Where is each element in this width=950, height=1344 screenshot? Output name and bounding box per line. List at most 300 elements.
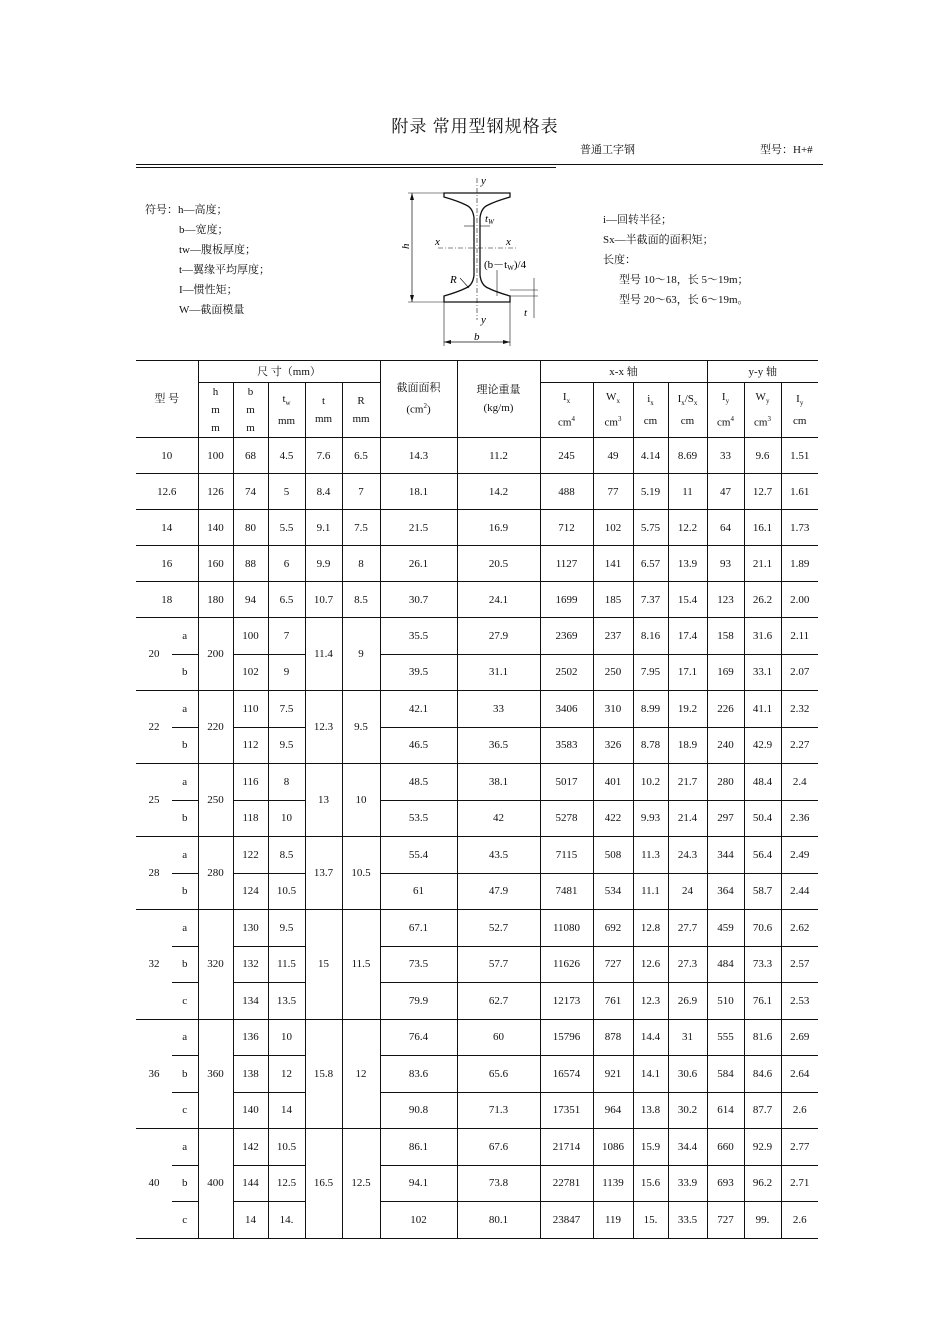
slope-formula-subscript: W [507,264,514,272]
symbol-legend-right [603,210,749,310]
cell-iy-radius: 1.73 [781,510,818,546]
cell-wx: 77 [593,474,633,510]
cell-b: 136 [233,1019,268,1056]
header-ixr-symbol: i [647,392,651,405]
cell-iy: 484 [707,946,744,983]
cell-weight: 14.2 [457,474,540,510]
cell-wx: 326 [593,727,633,764]
cell-weight: 60 [457,1019,540,1056]
cell-iy-radius: 2.62 [781,910,818,947]
cell-wy: 16.1 [744,510,781,546]
cell-r: 9.5 [342,691,380,764]
cell-h: 126 [198,474,233,510]
header-tw-symbol: t [282,392,286,405]
slope-formula-start: (b－t [484,259,508,271]
header-ixsx-mid: /S [684,392,694,405]
cell-b: 134 [233,983,268,1020]
cell-iy: 297 [707,800,744,837]
cell-wy: 48.4 [744,764,781,801]
cell-wy: 84.6 [744,1056,781,1093]
header-iyr-unit: cm [793,415,807,428]
header-iy-symbol: I [721,391,726,404]
cell-area: 30.7 [380,582,457,618]
header-area [380,361,457,438]
cell-t: 8.4 [305,474,342,510]
header-area-label: 截面面积 [396,382,441,395]
cell-variant: b [172,946,198,983]
table-row [136,910,818,947]
cell-tw: 10 [268,800,305,837]
cell-ix-radius: 15.6 [633,1165,668,1202]
cell-area: 94.1 [380,1165,457,1202]
cell-model: 28 [136,837,172,910]
cell-ix-radius: 12.8 [633,910,668,947]
cell-ix-radius: 7.37 [633,582,668,618]
cell-b: 144 [233,1165,268,1202]
cell-wx: 878 [593,1019,633,1056]
cell-ix: 1127 [540,546,593,582]
web-thickness-label [485,213,495,226]
cell-ix: 11626 [540,946,593,983]
cell-variant: c [172,1092,198,1129]
width-label: b [474,331,480,343]
cell-iy: 33 [707,438,744,474]
cell-iy-radius: 2.53 [781,983,818,1020]
cell-ix-radius: 5.75 [633,510,668,546]
cell-wy: 12.7 [744,474,781,510]
cell-wx: 921 [593,1056,633,1093]
cell-b: 110 [233,691,268,728]
header-ix-sup: 4 [571,415,575,424]
cell-iy-radius: 2.4 [781,764,818,801]
cell-iy-radius: 1.51 [781,438,818,474]
header-rule [136,164,823,165]
cell-h: 200 [198,618,233,691]
table-row [136,873,818,910]
cell-weight: 73.8 [457,1165,540,1202]
slope-formula-end: )/4 [513,259,527,271]
cell-wy: 81.6 [744,1019,781,1056]
header-wx-sub: x [616,397,620,406]
table-row [136,618,818,655]
header-ixr-sub: x [650,399,654,408]
cell-ix: 1699 [540,582,593,618]
cell-weight: 43.5 [457,837,540,874]
cell-b: 112 [233,727,268,764]
header-weight-label: 理论重量 [476,384,521,396]
cell-r: 8 [342,546,380,582]
cell-ix-radius: 4.14 [633,438,668,474]
cell-area: 42.1 [380,691,457,728]
cell-t: 13.7 [305,837,342,910]
cell-h: 280 [198,837,233,910]
table-row [136,837,818,874]
cell-ix-sx: 17.4 [668,618,707,655]
cell-model: 16 [136,546,198,582]
cell-ix: 16574 [540,1056,593,1093]
header-ix-radius [633,383,668,438]
cell-iy: 555 [707,1019,744,1056]
cell-variant: c [172,983,198,1020]
cell-ix-radius: 15.9 [633,1129,668,1166]
y-axis-label-top: y [481,175,486,187]
cell-iy: 64 [707,510,744,546]
cell-ix-sx: 11 [668,474,707,510]
header-ix-sx [668,383,707,438]
cell-model: 25 [136,764,172,837]
cell-wy: 76.1 [744,983,781,1020]
cell-tw: 10 [268,1019,305,1056]
legend-line: Sx—半截面的面积矩； [603,234,714,246]
cell-h: 180 [198,582,233,618]
section-subtitle: 普通工字钢 [580,144,635,156]
cell-t: 13 [305,764,342,837]
cell-area: 83.6 [380,1056,457,1093]
cell-iy: 280 [707,764,744,801]
cell-t: 9.9 [305,546,342,582]
cell-ix-radius: 14.4 [633,1019,668,1056]
table-row [136,764,818,801]
cell-tw: 9 [268,654,305,691]
cell-weight: 24.1 [457,582,540,618]
legend-line: 符号：h—高度； [145,204,228,216]
table-row [136,1202,818,1239]
cell-area: 21.5 [380,510,457,546]
cell-iy-radius: 2.69 [781,1019,818,1056]
cell-r: 7 [342,474,380,510]
radius-label: R [450,274,457,286]
table-row [136,510,818,546]
table-row [136,1056,818,1093]
cell-variant: b [172,1165,198,1202]
cell-ix-radius: 8.78 [633,727,668,764]
cell-area: 61 [380,873,457,910]
header-ix-unit: cm [558,416,572,429]
cell-area: 90.8 [380,1092,457,1129]
cell-t: 15.8 [305,1019,342,1129]
y-axis-label-bottom: y [481,314,486,326]
flange-thickness-label: t [524,307,528,319]
cell-model: 20 [136,618,172,691]
cell-wx: 310 [593,691,633,728]
legend-line: 型号 10～18，长 5～19m； [619,274,749,286]
cell-ix: 23847 [540,1202,593,1239]
cell-weight: 67.6 [457,1129,540,1166]
cell-weight: 38.1 [457,764,540,801]
header-wx-unit: cm [604,416,618,429]
cell-weight: 16.9 [457,510,540,546]
cell-iy-radius: 2.00 [781,582,818,618]
cell-b: 118 [233,800,268,837]
cell-wx: 1139 [593,1165,633,1202]
cell-wy: 58.7 [744,873,781,910]
cell-r: 7.5 [342,510,380,546]
cell-iy: 226 [707,691,744,728]
cell-wx: 141 [593,546,633,582]
cell-b: 68 [233,438,268,474]
cell-variant: b [172,727,198,764]
cell-wx: 534 [593,873,633,910]
cell-wy: 99. [744,1202,781,1239]
cell-ix-sx: 27.7 [668,910,707,947]
cell-iy-radius: 2.57 [781,946,818,983]
cell-ix: 22781 [540,1165,593,1202]
cell-iy-radius: 2.32 [781,691,818,728]
cell-weight: 57.7 [457,946,540,983]
cell-iy-radius: 2.44 [781,873,818,910]
cell-iy: 123 [707,582,744,618]
web-thickness-subscript: W [488,218,494,226]
cell-r: 6.5 [342,438,380,474]
cell-ix-sx: 33.9 [668,1165,707,1202]
cell-wx: 102 [593,510,633,546]
legend-line: I—惯性矩； [179,284,238,296]
symbol-legend-left [145,200,270,320]
header-rule-thin [136,167,556,168]
cell-wy: 92.9 [744,1129,781,1166]
cell-wy: 50.4 [744,800,781,837]
cell-ix-radius: 15. [633,1202,668,1239]
table-row [136,582,818,618]
header-iy-sup: 4 [730,415,734,424]
cell-tw: 5.5 [268,510,305,546]
cell-ix: 7115 [540,837,593,874]
cell-b: 132 [233,946,268,983]
header-wx-sup: 3 [617,415,622,424]
cell-wy: 33.1 [744,654,781,691]
cell-tw: 9.5 [268,910,305,947]
cell-tw: 11.5 [268,946,305,983]
cell-ix-radius: 12.6 [633,946,668,983]
cell-area: 14.3 [380,438,457,474]
cell-variant: c [172,1202,198,1239]
cell-wy: 56.4 [744,837,781,874]
cell-ix-sx: 21.7 [668,764,707,801]
cell-model: 36 [136,1019,172,1129]
cell-ix-sx: 30.6 [668,1056,707,1093]
cell-r: 8.5 [342,582,380,618]
cell-iy-radius: 2.77 [781,1129,818,1166]
legend-line: b—宽度； [179,224,229,236]
cell-weight: 36.5 [457,727,540,764]
cell-ix-sx: 27.3 [668,946,707,983]
header-ixsx-sub1: x [681,399,685,408]
cell-wx: 1086 [593,1129,633,1166]
cell-model: 10 [136,438,198,474]
cell-ix: 488 [540,474,593,510]
cell-b: 124 [233,873,268,910]
cell-iy-radius: 2.27 [781,727,818,764]
cell-ix-radius: 11.1 [633,873,668,910]
header-ixsx-unit: cm [680,415,695,428]
header-wx [593,383,633,438]
legend-line: i—回转半径； [603,214,673,226]
cell-weight: 27.9 [457,618,540,655]
cell-tw: 4.5 [268,438,305,474]
header-dimensions: 尺 寸（mm） [198,361,380,383]
cell-b: 130 [233,910,268,947]
cell-tw: 12 [268,1056,305,1093]
header-yy-axis: y-y 轴 [707,361,818,383]
cell-t: 10.7 [305,582,342,618]
cell-wx: 49 [593,438,633,474]
cell-ix-sx: 21.4 [668,800,707,837]
cell-ix: 2369 [540,618,593,655]
cell-iy: 614 [707,1092,744,1129]
cell-iy: 169 [707,654,744,691]
cell-b: 102 [233,654,268,691]
cell-h: 160 [198,546,233,582]
cell-area: 35.5 [380,618,457,655]
cell-r: 10 [342,764,380,837]
header-weight-unit: (kg/m) [483,402,514,414]
cell-iy: 693 [707,1165,744,1202]
cell-ix-radius: 7.95 [633,654,668,691]
cell-area: 26.1 [380,546,457,582]
table-row [136,800,818,837]
cell-tw: 10.5 [268,873,305,910]
cell-iy: 93 [707,546,744,582]
cell-area: 76.4 [380,1019,457,1056]
cell-weight: 52.7 [457,910,540,947]
cell-h: 250 [198,764,233,837]
cell-area: 46.5 [380,727,457,764]
cell-iy-radius: 2.11 [781,618,818,655]
cell-b: 80 [233,510,268,546]
cell-area: 86.1 [380,1129,457,1166]
cell-r: 10.5 [342,837,380,910]
cell-wx: 964 [593,1092,633,1129]
header-area-unit-sup: 2 [423,402,427,411]
cell-ix-sx: 19.2 [668,691,707,728]
cell-ix: 7481 [540,873,593,910]
header-wy-sub: y [765,397,770,406]
table-row [136,474,818,510]
cell-tw: 6.5 [268,582,305,618]
table-row [136,438,818,474]
cell-wx: 119 [593,1202,633,1239]
table-row [136,727,818,764]
cell-wx: 727 [593,946,633,983]
cell-ix-sx: 24 [668,873,707,910]
cell-h: 360 [198,1019,233,1129]
model-code: 型号：H+# [760,144,813,156]
cell-tw: 14 [268,1092,305,1129]
cell-ix-sx: 34.4 [668,1129,707,1166]
cell-model: 18 [136,582,198,618]
cell-r: 12 [342,1019,380,1129]
cell-iy-radius: 1.89 [781,546,818,582]
legend-line: 长度： [603,254,636,266]
header-ixsx-sub2: x [693,399,698,408]
cell-b: 100 [233,618,268,655]
table-row [136,654,818,691]
cell-iy: 727 [707,1202,744,1239]
cell-ix: 3406 [540,691,593,728]
header-iy-unit: cm [717,416,731,429]
cell-variant: a [172,764,198,801]
cell-iy-radius: 2.6 [781,1202,818,1239]
header-tw-unit: mm [277,415,296,428]
cell-ix-radius: 8.99 [633,691,668,728]
cell-ix-sx: 24.3 [668,837,707,874]
table-row [136,1129,818,1166]
cell-iy: 510 [707,983,744,1020]
cell-ix-sx: 13.9 [668,546,707,582]
cell-tw: 8 [268,764,305,801]
cell-tw: 5 [268,474,305,510]
cell-ix: 12173 [540,983,593,1020]
cell-wx: 185 [593,582,633,618]
header-xx-axis: x-x 轴 [540,361,707,383]
header-iy-sub: y [725,397,730,406]
cell-ix: 5278 [540,800,593,837]
cell-tw: 6 [268,546,305,582]
cell-variant: a [172,837,198,874]
cell-iy: 344 [707,837,744,874]
cell-iy-radius: 2.49 [781,837,818,874]
cell-iy-radius: 2.6 [781,1092,818,1129]
cell-iy: 459 [707,910,744,947]
cell-wy: 9.6 [744,438,781,474]
cell-weight: 33 [457,691,540,728]
cell-weight: 71.3 [457,1092,540,1129]
cell-b: 88 [233,546,268,582]
cell-model: 22 [136,691,172,764]
header-ixsx-symbol: I [677,392,682,405]
header-model: 型 号 [136,361,198,438]
cell-weight: 80.1 [457,1202,540,1239]
cell-wx: 250 [593,654,633,691]
cell-weight: 11.2 [457,438,540,474]
cell-ix-sx: 26.9 [668,983,707,1020]
header-tw-sub: w [285,399,291,408]
cell-variant: a [172,691,198,728]
header-t: t mm [305,383,342,438]
table-row [136,946,818,983]
legend-line: W—截面模量 [179,304,245,316]
cell-ix: 245 [540,438,593,474]
cell-tw: 13.5 [268,983,305,1020]
header-iy-radius [781,383,818,438]
web-thickness-symbol: t [485,213,489,225]
cell-wy: 31.6 [744,618,781,655]
cell-t: 15 [305,910,342,1020]
cell-ix-radius: 6.57 [633,546,668,582]
cell-b: 140 [233,1092,268,1129]
cell-model: 40 [136,1129,172,1239]
cell-ix-radius: 5.19 [633,474,668,510]
i-beam-section-diagram [398,170,548,350]
cell-ix-radius: 9.93 [633,800,668,837]
cell-variant: b [172,1056,198,1093]
cell-h: 320 [198,910,233,1020]
cell-b: 94 [233,582,268,618]
cell-wy: 41.1 [744,691,781,728]
cell-ix-sx: 30.2 [668,1092,707,1129]
cell-h: 400 [198,1129,233,1239]
cell-model: 14 [136,510,198,546]
cell-tw: 7.5 [268,691,305,728]
header-area-unit: (cm [406,403,424,416]
cell-h: 220 [198,691,233,764]
steel-spec-table [136,360,818,1239]
header-wy-symbol: W [755,391,766,404]
cell-b: 122 [233,837,268,874]
cell-area: 48.5 [380,764,457,801]
cell-b: 74 [233,474,268,510]
cell-tw: 8.5 [268,837,305,874]
